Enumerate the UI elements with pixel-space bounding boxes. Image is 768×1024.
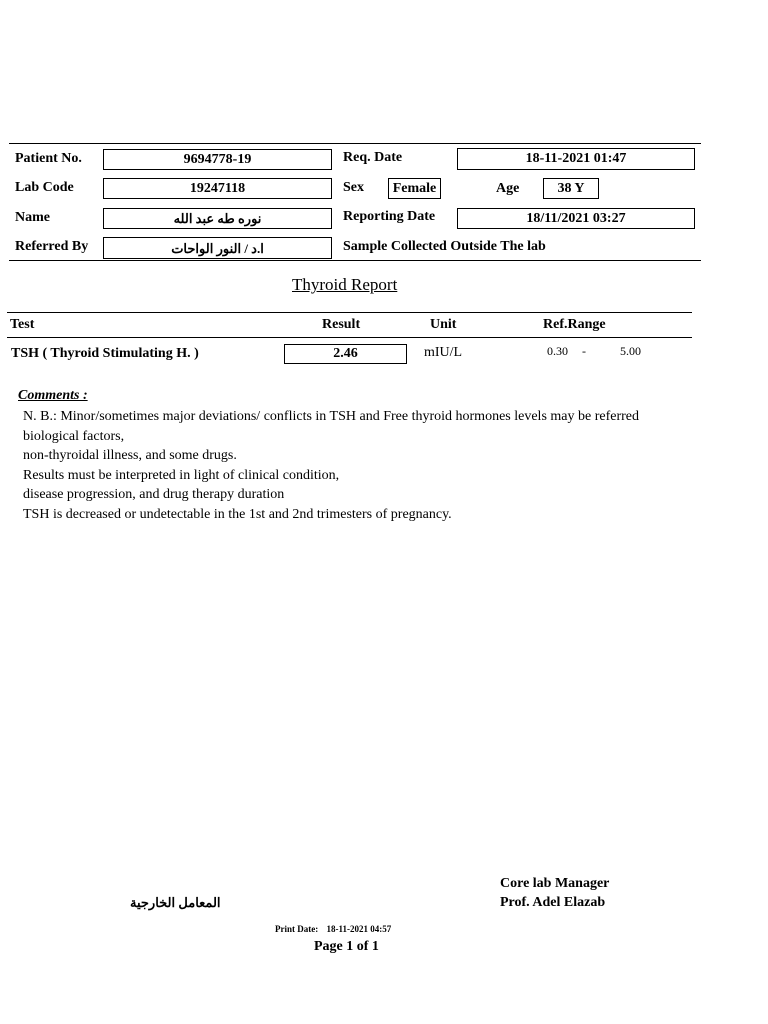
patient-no-label: Patient No. [15, 151, 82, 166]
age-value: 38 Y [543, 178, 599, 199]
col-header-unit: Unit [430, 317, 457, 332]
ref-range-high: 5.00 [620, 344, 641, 358]
unit-value: mIU/L [424, 345, 463, 360]
ref-range-low: 0.30 [547, 344, 568, 358]
sample-collected-note: Sample Collected Outside The lab [343, 239, 546, 254]
sex-label: Sex [343, 180, 364, 195]
name-label: Name [15, 210, 50, 225]
col-header-test: Test [10, 317, 35, 332]
lab-code-label: Lab Code [15, 180, 74, 195]
manager-title: Core lab Manager [500, 876, 610, 891]
reporting-date-label: Reporting Date [343, 209, 436, 224]
result-value: 2.46 [284, 344, 407, 364]
comment-line: disease progression, and drug therapy duration [23, 487, 285, 502]
patient-no-value: 9694778-19 [103, 149, 332, 170]
referred-by-value: ا.د / النور الواحات [103, 237, 332, 259]
report-title: Thyroid Report [292, 275, 398, 294]
print-date-label: Print Date: [275, 924, 319, 934]
print-date [275, 925, 391, 934]
test-name: TSH ( Thyroid Stimulating H. ) [11, 346, 199, 361]
manager-name: Prof. Adel Elazab [500, 895, 606, 910]
col-header-result: Result [322, 317, 361, 332]
comment-line: non-thyroidal illness, and some drugs. [23, 448, 237, 463]
lab-code-value: 19247118 [103, 178, 332, 199]
comments-body [0, 0, 690, 530]
print-date-value: 18-11-2021 04:57 [326, 924, 392, 934]
reporting-date-value: 18/11/2021 03:27 [457, 208, 695, 229]
req-date-value: 18-11-2021 01:47 [457, 148, 695, 170]
referred-by-label: Referred By [15, 239, 89, 254]
comment-line: TSH is decreased or undetectable in the 1st and 2nd trimesters of pregnancy. [23, 507, 452, 522]
comment-line: biological factors, [23, 429, 125, 444]
req-date-label: Req. Date [343, 150, 403, 165]
comments-heading: Comments : [18, 388, 88, 403]
page-number: Page 1 of 1 [314, 939, 379, 954]
name-value: نوره طه عبد الله [103, 208, 332, 229]
comment-line: N. B.: Minor/sometimes major deviations/ conflicts in TSH and Free thyroid hormones levels may be referred [23, 409, 639, 424]
col-header-ref-range: Ref.Range [543, 317, 606, 332]
external-labs-label: المعامل الخارجية [130, 895, 221, 910]
age-label: Age [496, 181, 520, 196]
comment-line: Results must be interpreted in light of clinical condition, [23, 468, 340, 483]
sex-value: Female [388, 178, 441, 199]
ref-range-separator: - [582, 344, 586, 358]
